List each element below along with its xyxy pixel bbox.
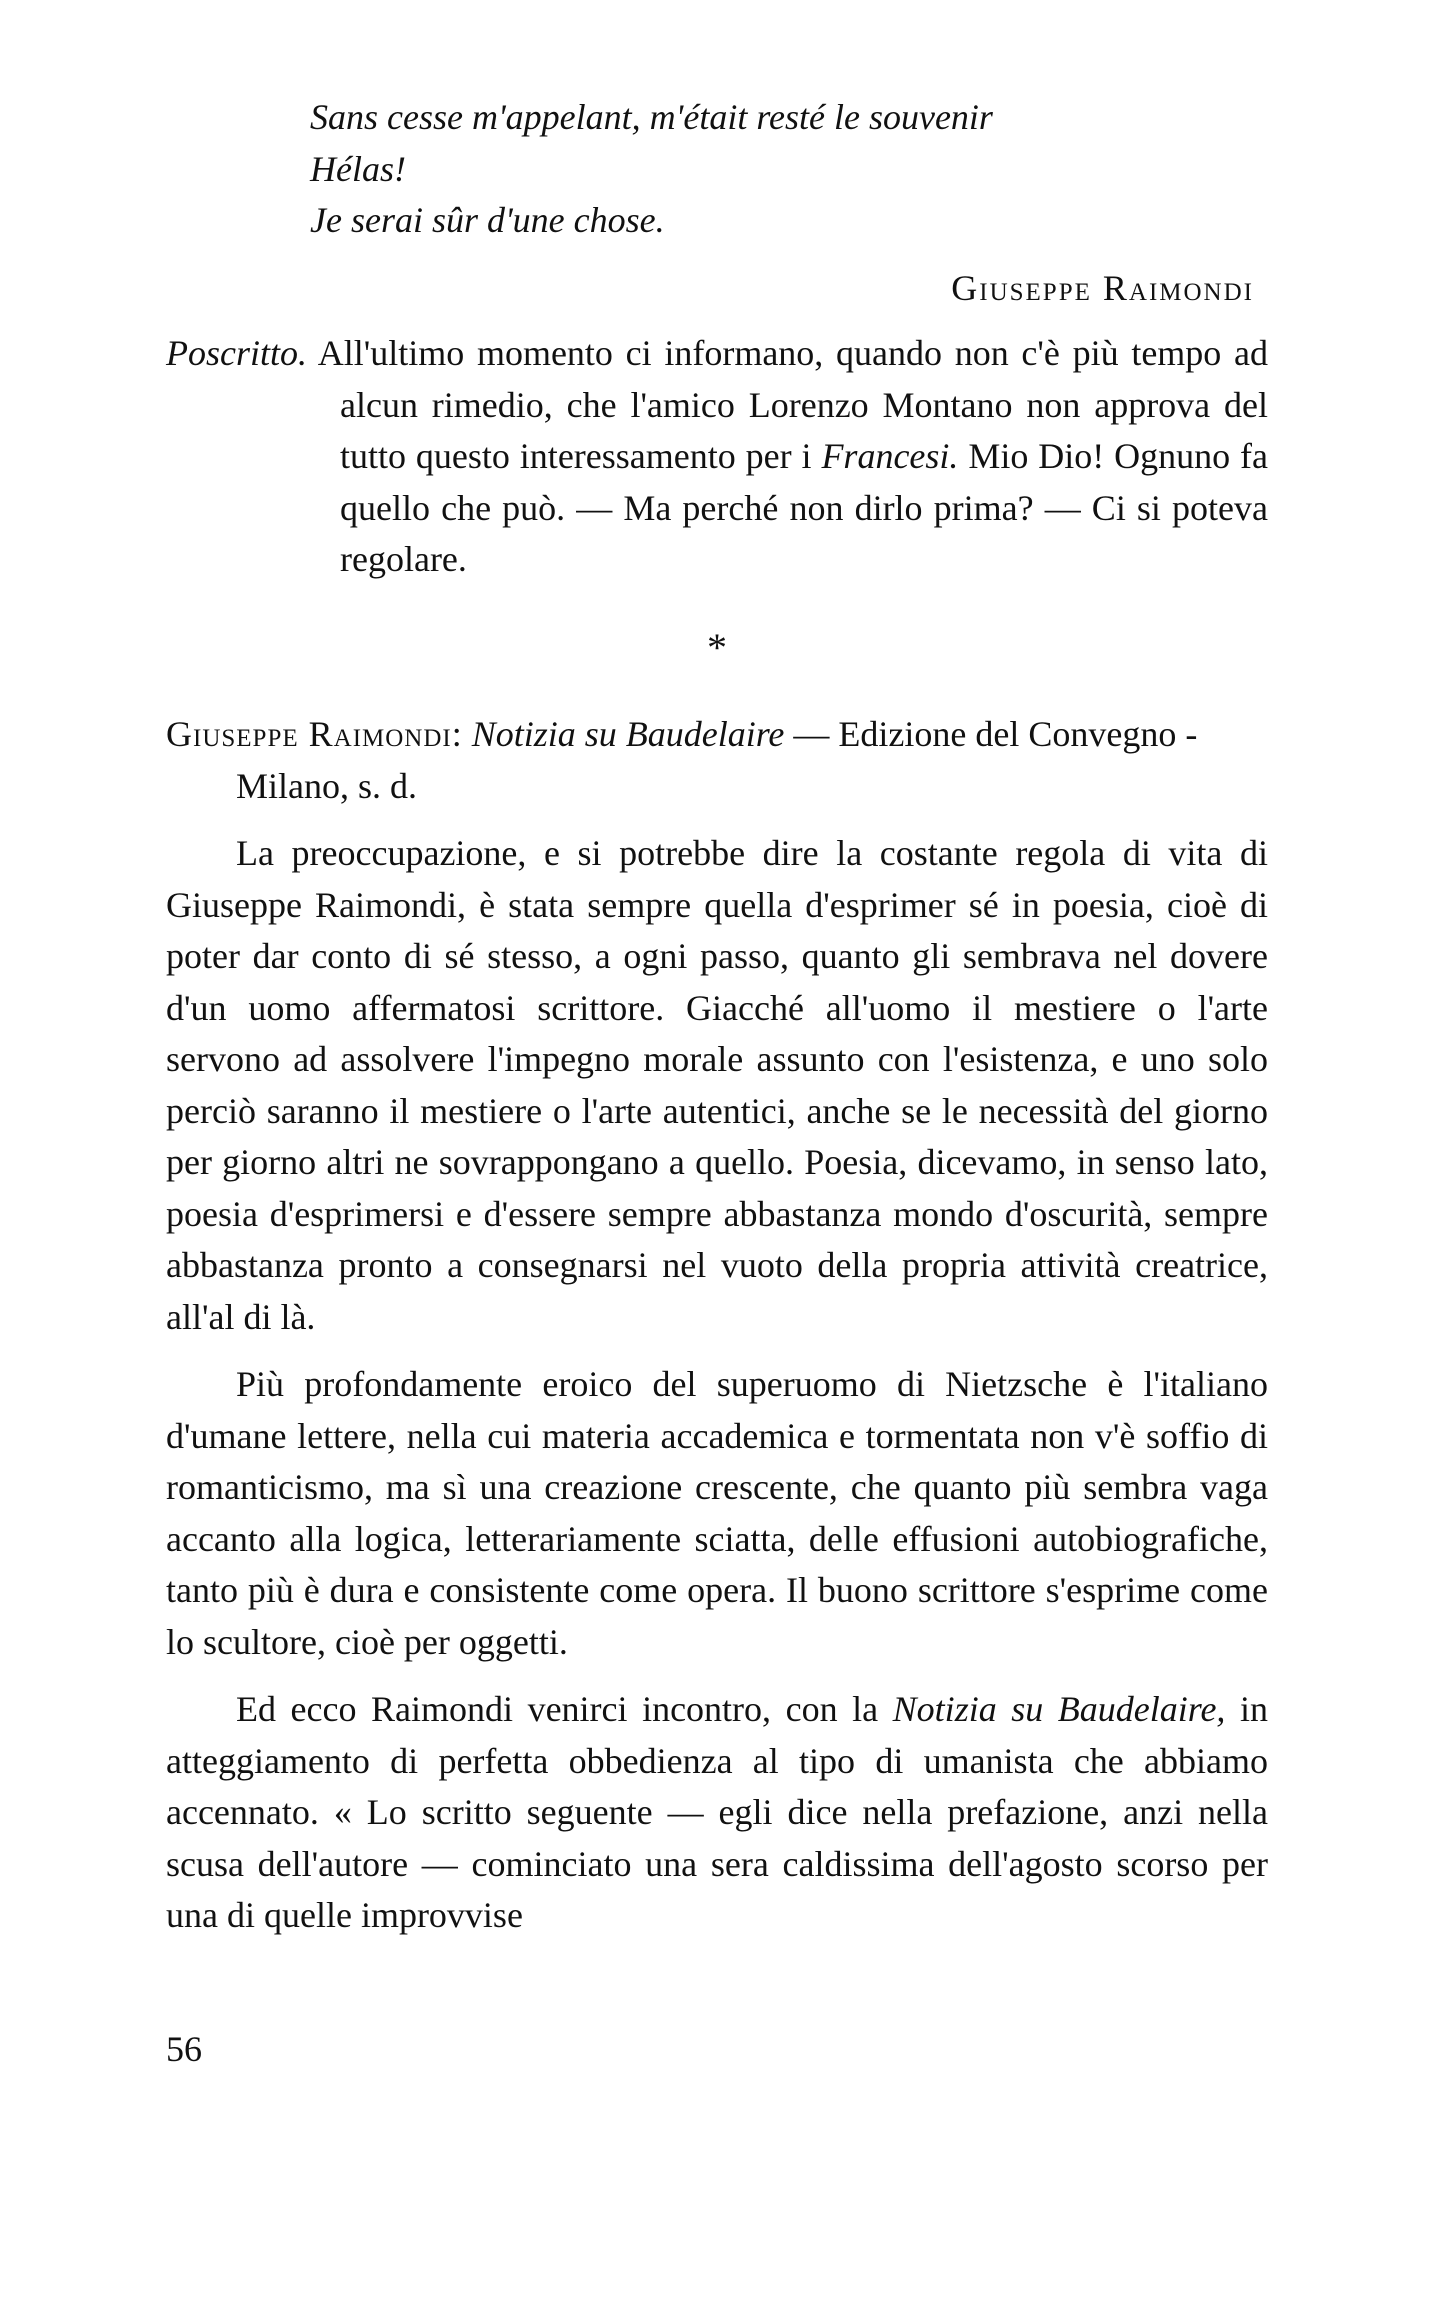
biblio-title: Notizia su Baudelaire <box>471 714 785 754</box>
postscript <box>166 328 1268 586</box>
page-content <box>166 92 1268 1958</box>
biblio-author: Giuseppe Raimondi: <box>166 714 463 754</box>
postscript-label: Poscritto. <box>166 333 307 373</box>
biblio-details: — Edizione del Convegno - Milano, s. d. <box>236 714 1198 806</box>
poem-signature: Giuseppe Raimondi <box>951 267 1254 308</box>
paragraph-text: Ed ecco Raimondi venirci incontro, con la <box>236 1689 879 1729</box>
postscript-text-end: Mio Dio! Ognuno fa quello che può. — Ma perché non dirlo prima? — Ci si poteva regolare. <box>340 436 1268 579</box>
postscript-francesi: Francesi. <box>821 436 959 476</box>
body-paragraph: La preoccupazione, e si potrebbe dire la costante regola di vita di Giuseppe Raimondi, è stata sempre quella d'esprimer sé in poesia, cioè di poter dar conto di sé stesso, a ogni passo, quanto gli sembrava nel dovere d'un uomo affermatosi scrittore. Giacché all'uomo il mestiere o l'arte servono ad assolvere l'impegno morale assunto con l'esistenza, e uno solo perciò saranno il mestiere o l'arte autentici, anche se le necessità del giorno per giorno altri ne sovrappongano a quello. Poesia, dicevamo, in senso lato, poesia d'esprimersi e d'essere sempre abbastanza mondo d'oscurità, sempre abbastanza pronto a consegnarsi nel vuoto della propria attività creatrice, all'al di là. <box>166 833 1268 1337</box>
bibliographic-entry <box>166 709 1268 812</box>
section-separator: * <box>707 624 727 670</box>
page-number: 56 <box>166 2029 202 2069</box>
postscript-text: All'ultimo momento ci informano, quando non c'è più tempo ad alcun rimedio, che l'amico Lorenzo Montano non approva del tutto questo interessamento per i <box>317 333 1268 476</box>
body-paragraph <box>166 1684 1268 1942</box>
poem-excerpt <box>310 92 1268 247</box>
paragraph-book-title: Notizia su Baudelaire, <box>892 1689 1226 1729</box>
poem-line: Hélas! <box>310 148 406 189</box>
body-paragraph: Più profondamente eroico del superuomo di Nietzsche è l'italiano d'umane lettere, nella cui materia accademica e tormentata non v'è soffio di romanticismo, ma sì una creazione crescente, che quanto più sembra vaga accanto alla logica, letterariamente sciatta, delle effusioni autobiografiche, tanto più è dura e consistente come opera. Il buono scrittore s'esprime come lo scultore, cioè per oggetti. <box>166 1364 1268 1662</box>
poem-line: Je serai sûr d'une chose. <box>310 200 665 240</box>
paragraph-text-end: in atteggiamento di perfetta obbedienza al tipo di umanista che abbiamo accennato. « Lo scritto seguente — egli dice nella prefazione, anzi nella scusa dell'autore — cominciato una sera caldissima dell'agosto scorso per una di quelle improvvise <box>166 1689 1269 1935</box>
poem-line: Sans cesse m'appelant, m'était resté le souvenir <box>310 97 993 137</box>
